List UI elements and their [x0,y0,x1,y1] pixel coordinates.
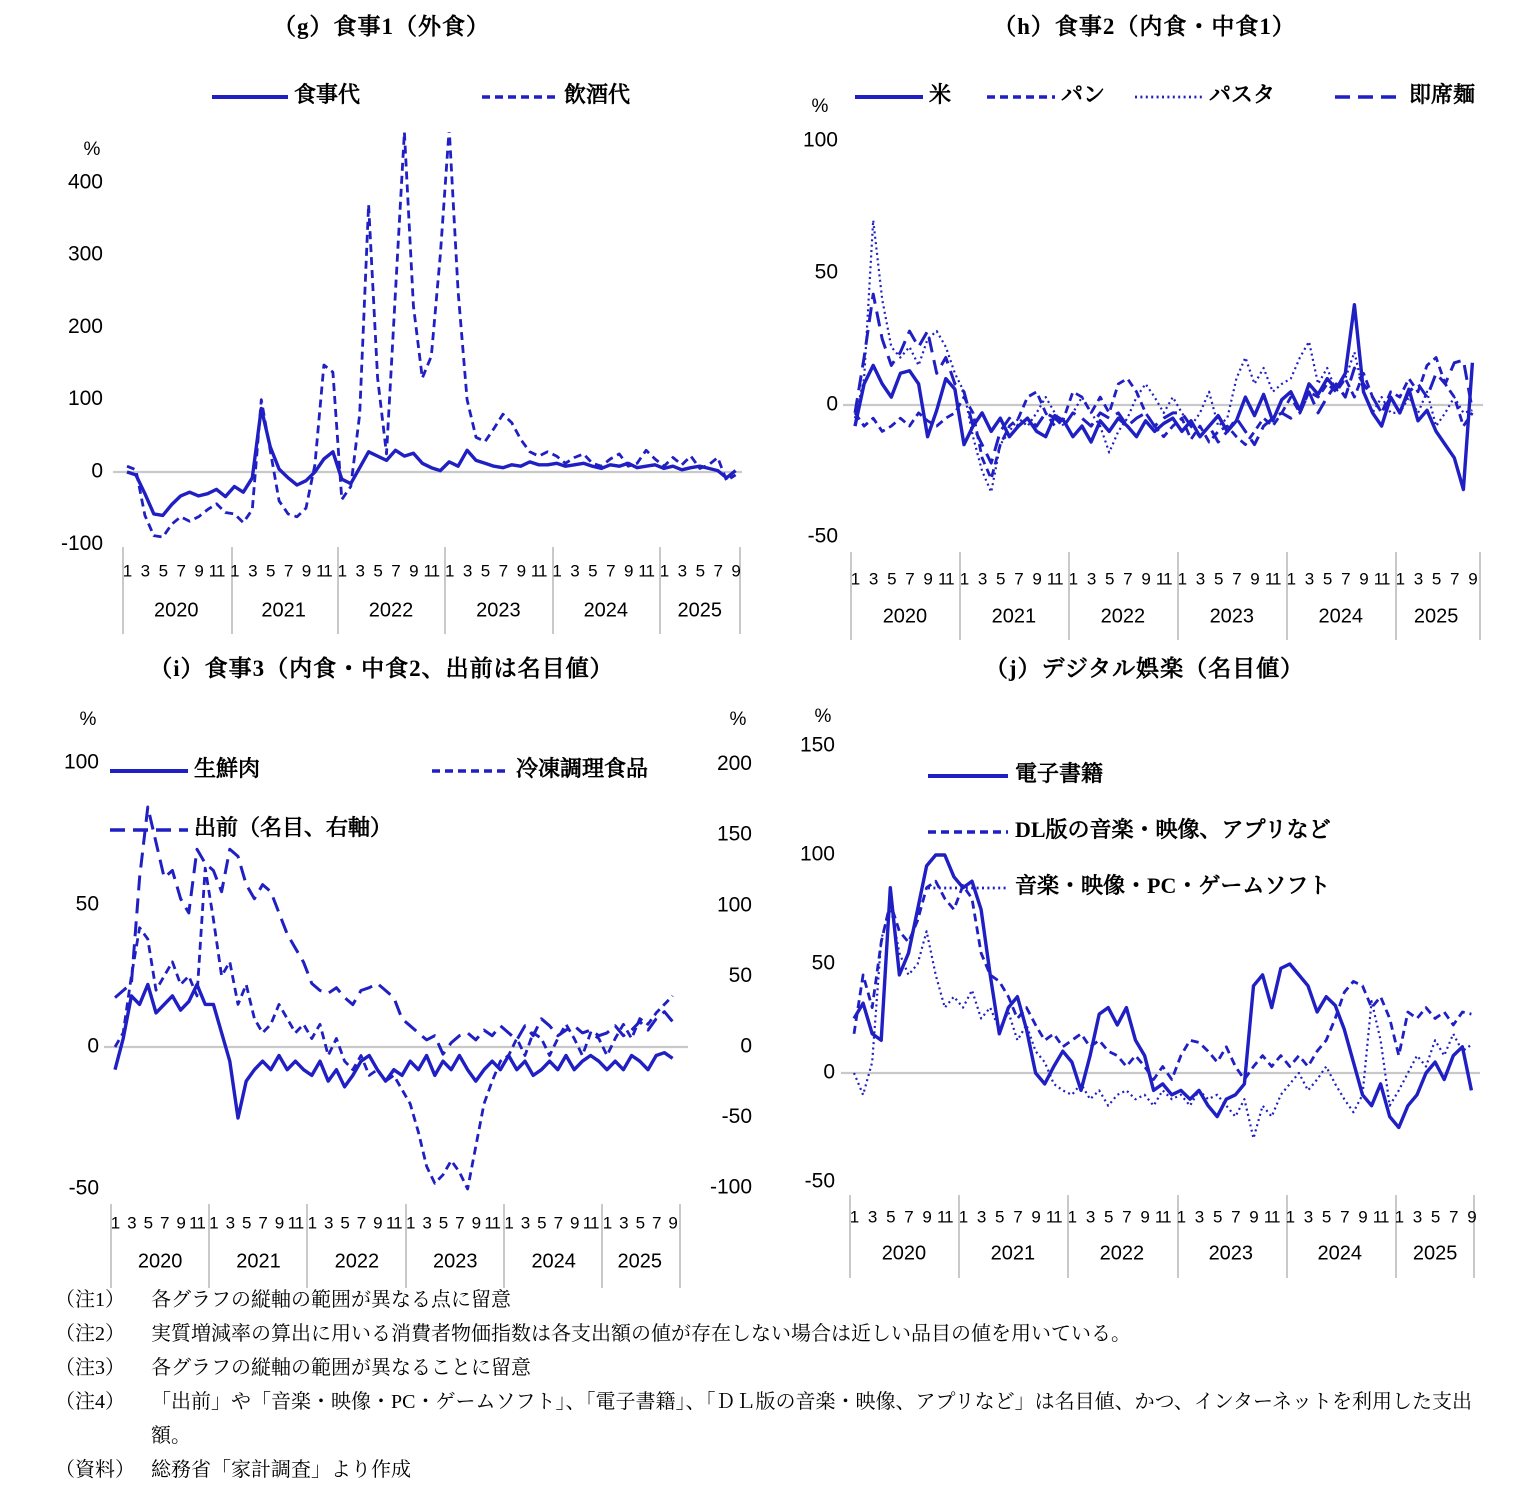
svg-text:2023: 2023 [433,1250,478,1273]
note-label: （注1） [55,1289,125,1311]
svg-text:3: 3 [867,1207,877,1227]
svg-text:3: 3 [462,561,472,581]
svg-text:9: 9 [922,1207,931,1227]
svg-text:3: 3 [323,1213,333,1233]
svg-text:1: 1 [444,561,454,581]
svg-text:2025: 2025 [677,599,723,622]
svg-text:7: 7 [1231,1207,1240,1227]
source-text: 総務省「家計調査」より作成 [151,1459,411,1481]
svg-text:%: % [79,709,97,731]
svg-text:-100: -100 [709,1175,752,1199]
svg-text:150: 150 [716,822,752,846]
svg-text:0: 0 [87,1034,99,1058]
panel-h-home-meals-1 [763,0,1526,640]
note-item [55,1317,1485,1351]
svg-text:9: 9 [1141,569,1150,589]
svg-text:5: 5 [340,1213,349,1233]
svg-text:2025: 2025 [617,1250,663,1273]
svg-text:3: 3 [976,1207,986,1227]
svg-text:7: 7 [904,1207,913,1227]
svg-text:100: 100 [67,387,103,411]
svg-text:2022: 2022 [368,599,414,622]
svg-text:7: 7 [1013,1207,1022,1227]
svg-text:3: 3 [1412,1207,1422,1227]
svg-text:2022: 2022 [334,1250,380,1273]
svg-text:5: 5 [886,1207,895,1227]
svg-text:1: 1 [1176,1207,1186,1227]
svg-text:9: 9 [1140,1207,1149,1227]
svg-text:1: 1 [122,561,132,581]
svg-text:3: 3 [422,1213,431,1233]
svg-text:3: 3 [1303,1207,1313,1227]
svg-text:5: 5 [1213,569,1223,589]
source-label: （資料） [55,1459,135,1481]
svg-text:7: 7 [1340,1207,1349,1227]
svg-text:2023: 2023 [1208,1242,1254,1265]
svg-text:0: 0 [826,392,838,416]
panel-g-dining-out [0,0,763,640]
svg-text:7: 7 [356,1213,366,1233]
svg-text:5: 5 [635,1213,645,1233]
svg-text:7: 7 [498,561,508,581]
svg-text:200: 200 [716,752,752,776]
svg-text:パン: パン [1061,82,1106,108]
svg-text:11: 11 [208,561,225,581]
svg-text:5: 5 [373,561,382,581]
svg-text:100: 100 [63,750,99,774]
svg-text:飲酒代: 飲酒代 [564,82,631,108]
svg-text:9: 9 [471,1213,481,1233]
svg-text:9: 9 [623,561,633,581]
svg-text:2020: 2020 [137,1250,183,1273]
source-item [55,1453,1485,1487]
svg-text:100: 100 [716,893,752,917]
note-item [55,1385,1485,1453]
svg-text:5: 5 [1322,569,1332,589]
svg-text:11: 11 [582,1213,599,1233]
svg-text:2024: 2024 [531,1250,576,1273]
svg-text:3: 3 [977,569,987,589]
svg-text:9: 9 [1359,569,1368,589]
svg-text:11: 11 [1264,569,1281,589]
svg-text:1: 1 [1068,569,1078,589]
chart-g-plot [0,0,763,640]
svg-text:1: 1 [602,1213,612,1233]
svg-text:3: 3 [570,561,579,581]
chart-h-plot [763,0,1526,640]
svg-text:11: 11 [936,1207,953,1227]
svg-text:3: 3 [1194,1207,1204,1227]
svg-text:2024: 2024 [583,599,629,622]
svg-text:2023: 2023 [476,599,521,622]
svg-text:5: 5 [887,569,896,589]
note-text: 各グラフの縦軸の範囲が異なる点に留意 [151,1289,511,1311]
svg-text:11: 11 [1263,1207,1280,1227]
note-item [55,1283,1485,1317]
svg-text:2020: 2020 [882,605,928,628]
svg-text:7: 7 [159,1213,169,1233]
svg-text:9: 9 [1032,569,1041,589]
svg-text:5: 5 [241,1213,251,1233]
svg-text:%: % [729,709,747,731]
svg-text:1: 1 [1394,1207,1404,1227]
svg-text:0: 0 [740,1034,752,1058]
svg-text:11: 11 [1154,1207,1171,1227]
svg-text:3: 3 [127,1213,136,1233]
svg-text:1: 1 [1286,569,1296,589]
svg-text:3: 3 [140,561,150,581]
svg-text:1: 1 [405,1213,415,1233]
svg-text:1: 1 [337,561,347,581]
svg-text:200: 200 [67,314,103,338]
svg-text:7: 7 [258,1213,267,1233]
svg-text:11: 11 [937,569,954,589]
svg-text:3: 3 [868,569,878,589]
svg-text:3: 3 [248,561,257,581]
svg-text:9: 9 [731,561,740,581]
svg-text:1: 1 [849,1207,859,1227]
svg-text:出前（名目、右軸）: 出前（名目、右軸） [194,815,393,841]
svg-text:%: % [814,706,832,728]
svg-text:2022: 2022 [1099,1242,1145,1265]
footnotes [55,1283,1485,1487]
svg-text:7: 7 [1450,569,1459,589]
svg-text:9: 9 [194,561,203,581]
svg-text:2023: 2023 [1209,605,1255,628]
svg-text:9: 9 [176,1213,185,1233]
svg-text:-50: -50 [68,1176,99,1200]
panel-title-g: （g）食事1（外食） [273,14,490,39]
svg-text:-50: -50 [807,524,838,548]
svg-text:5: 5 [1431,569,1441,589]
note-text: 実質増減率の算出に用いる消費者物価指数は各支出額の値が存在しない場合は近しい品目の値を用いている。 [151,1323,1131,1345]
svg-text:5: 5 [1105,569,1114,589]
svg-text:音楽・映像・PC・ゲームソフト: 音楽・映像・PC・ゲームソフト [1015,873,1331,899]
svg-text:50: 50 [811,951,835,975]
svg-text:5: 5 [1104,1207,1113,1227]
svg-text:5: 5 [588,561,597,581]
svg-text:-100: -100 [60,531,103,555]
svg-text:3: 3 [520,1213,530,1233]
svg-text:400: 400 [67,170,103,194]
svg-text:7: 7 [1122,1207,1131,1227]
svg-text:5: 5 [158,561,168,581]
svg-text:9: 9 [301,561,311,581]
svg-text:3: 3 [1085,1207,1095,1227]
svg-text:1: 1 [959,569,969,589]
svg-text:1: 1 [307,1213,317,1233]
svg-text:11: 11 [638,561,654,581]
svg-text:3: 3 [1304,569,1314,589]
svg-text:%: % [811,96,829,118]
svg-text:2021: 2021 [990,1242,1036,1265]
svg-text:9: 9 [923,569,932,589]
svg-text:7: 7 [1449,1207,1458,1227]
svg-text:5: 5 [143,1213,153,1233]
svg-text:150: 150 [799,733,835,757]
svg-text:2022: 2022 [1100,605,1146,628]
svg-text:1: 1 [1395,569,1405,589]
svg-text:9: 9 [1031,1207,1040,1227]
svg-text:7: 7 [391,561,400,581]
svg-text:%: % [83,139,101,161]
svg-text:3: 3 [1086,569,1096,589]
svg-text:9: 9 [569,1213,579,1233]
svg-text:1: 1 [552,561,561,581]
svg-text:7: 7 [1341,569,1350,589]
svg-text:2024: 2024 [1317,1242,1363,1265]
svg-text:-50: -50 [721,1105,752,1129]
svg-text:3: 3 [1195,569,1205,589]
svg-text:11: 11 [189,1213,205,1233]
svg-text:11: 11 [484,1213,501,1233]
svg-text:3: 3 [619,1213,628,1233]
panel-i-home-meals-2 [0,640,763,1295]
svg-text:0: 0 [823,1060,835,1084]
svg-text:冷凍調理食品: 冷凍調理食品 [516,756,649,782]
svg-text:7: 7 [553,1213,563,1233]
svg-text:1: 1 [504,1213,513,1233]
svg-text:食事代: 食事代 [294,82,361,108]
svg-text:5: 5 [1321,1207,1331,1227]
svg-text:1: 1 [110,1213,120,1233]
svg-text:5: 5 [265,561,275,581]
svg-text:11: 11 [1046,569,1063,589]
svg-text:9: 9 [1358,1207,1367,1227]
note-text: 「出前」や「音楽・映像・PC・ゲームソフト」、「電子書籍」、「ＤＬ版の音楽・映像、アプリなど」は名目値、かつ、インターネットを利用した支出額。 [151,1391,1473,1447]
svg-text:1: 1 [958,1207,968,1227]
note-label: （注3） [55,1357,125,1379]
svg-text:電子書籍: 電子書籍 [1015,761,1104,787]
panel-title-i: （i）食事3（内食・中食2、出前は名目値） [149,656,614,681]
svg-text:5: 5 [995,1207,1004,1227]
svg-text:11: 11 [1045,1207,1062,1227]
svg-text:2021: 2021 [261,599,306,622]
svg-text:5: 5 [1212,1207,1222,1227]
svg-text:5: 5 [695,561,705,581]
svg-text:DL版の音楽・映像、アプリなど: DL版の音楽・映像、アプリなど [1015,817,1331,843]
svg-text:9: 9 [1249,1207,1258,1227]
svg-text:9: 9 [274,1213,284,1233]
svg-text:1: 1 [230,561,239,581]
svg-text:3: 3 [677,561,687,581]
svg-text:11: 11 [1372,1207,1389,1227]
svg-text:1: 1 [209,1213,218,1233]
svg-text:9: 9 [668,1213,677,1233]
chart-i-plot [0,640,763,1295]
panel-title-h: （h）食事2（内食・中食1） [993,14,1296,39]
svg-text:9: 9 [409,561,418,581]
svg-text:50: 50 [728,963,752,987]
svg-text:2025: 2025 [1413,605,1459,628]
note-label: （注4） [55,1391,125,1413]
svg-text:11: 11 [287,1213,304,1233]
svg-text:パスタ: パスタ [1209,82,1276,108]
svg-text:11: 11 [1155,569,1172,589]
svg-text:7: 7 [713,561,722,581]
svg-text:7: 7 [606,561,615,581]
svg-text:7: 7 [651,1213,661,1233]
svg-text:100: 100 [802,128,838,152]
svg-text:9: 9 [1467,1207,1476,1227]
svg-text:3: 3 [225,1213,235,1233]
svg-text:1: 1 [1177,569,1187,589]
svg-text:11: 11 [530,561,547,581]
svg-text:5: 5 [480,561,490,581]
svg-text:11: 11 [316,561,332,581]
svg-text:11: 11 [423,561,440,581]
svg-text:9: 9 [373,1213,382,1233]
svg-text:2021: 2021 [991,605,1037,628]
svg-text:9: 9 [1468,569,1477,589]
svg-text:9: 9 [516,561,526,581]
svg-text:2020: 2020 [881,1242,927,1265]
svg-text:7: 7 [905,569,914,589]
svg-text:5: 5 [438,1213,448,1233]
svg-text:1: 1 [1285,1207,1295,1227]
svg-text:7: 7 [1014,569,1023,589]
svg-text:1: 1 [1067,1207,1077,1227]
svg-text:2020: 2020 [153,599,199,622]
svg-text:2021: 2021 [236,1250,281,1273]
svg-text:2025: 2025 [1412,1242,1458,1265]
note-label: （注2） [55,1323,125,1345]
chart-j-plot [763,640,1526,1295]
svg-text:3: 3 [355,561,364,581]
svg-text:50: 50 [75,892,99,916]
svg-text:11: 11 [1373,569,1390,589]
svg-text:1: 1 [659,561,669,581]
svg-text:-50: -50 [804,1169,835,1193]
svg-text:9: 9 [1250,569,1259,589]
svg-text:1: 1 [850,569,860,589]
svg-text:5: 5 [996,569,1005,589]
svg-text:7: 7 [455,1213,464,1233]
panel-j-digital-entertainment [763,640,1526,1295]
svg-text:5: 5 [537,1213,546,1233]
svg-text:50: 50 [814,260,838,284]
svg-text:5: 5 [1430,1207,1440,1227]
svg-text:7: 7 [1232,569,1241,589]
svg-text:7: 7 [176,561,185,581]
note-text: 各グラフの縦軸の範囲が異なることに留意 [151,1357,531,1379]
svg-text:100: 100 [799,842,835,866]
svg-text:7: 7 [1123,569,1132,589]
svg-text:3: 3 [1413,569,1423,589]
svg-text:2024: 2024 [1318,605,1364,628]
svg-text:0: 0 [91,459,103,483]
svg-text:11: 11 [385,1213,402,1233]
svg-text:生鮮肉: 生鮮肉 [194,756,261,782]
panel-title-j: （j）デジタル娯楽（名目値） [984,656,1305,681]
note-item [55,1351,1485,1385]
svg-text:300: 300 [67,242,103,266]
svg-text:米: 米 [929,82,952,108]
svg-text:7: 7 [283,561,293,581]
svg-text:即席麺: 即席麺 [1409,82,1476,108]
